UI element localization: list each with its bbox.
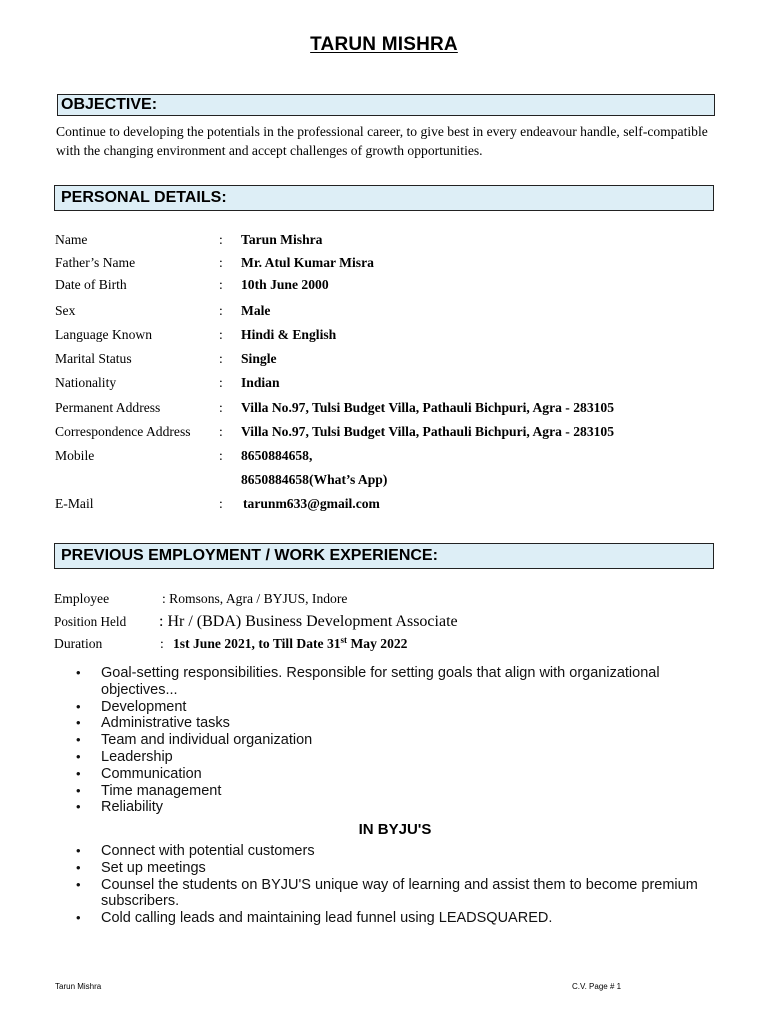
detail-value: Villa No.97, Tulsi Budget Villa, Pathauli Bichpuri, Agra - 283105	[241, 400, 615, 415]
position-value: : Hr / (BDA) Business Development Associate	[159, 613, 458, 630]
detail-value: 8650884658(What’s App)	[241, 472, 388, 487]
detail-colon: :	[219, 232, 223, 247]
list-item: • Connect with potential customers	[54, 843, 724, 860]
detail-colon: :	[219, 327, 223, 342]
objective-text: Continue to developing the potentials in the professional career, to give best in every endeavour handle, self-compatible with the changing environment and accept challenges of growth opportunities.	[56, 124, 708, 158]
footer-name: Tarun Mishra	[55, 982, 102, 991]
detail-value: 10th June 2000	[241, 277, 329, 292]
detail-value: Indian	[241, 375, 280, 390]
list-item: • Reliability	[54, 799, 724, 816]
list-item: • Set up meetings	[54, 860, 724, 877]
duration-ordinal: st	[340, 635, 348, 645]
detail-value: Hindi & English	[241, 327, 337, 342]
duration-date-text: 1st June 2021, to Till Date 31	[173, 636, 341, 651]
detail-value: Male	[241, 303, 271, 318]
list-item: • Communication	[54, 766, 724, 783]
byjus-duties-list	[54, 843, 724, 927]
detail-label: Date of Birth	[55, 277, 127, 292]
detail-value: Single	[241, 351, 277, 366]
duration-colon: :	[160, 636, 164, 651]
detail-colon: :	[219, 303, 223, 318]
detail-value: 8650884658,	[241, 448, 313, 463]
detail-label: Permanent Address	[55, 400, 161, 415]
detail-label: Correspondence Address	[55, 424, 191, 439]
detail-value: Villa No.97, Tulsi Budget Villa, Pathauli Bichpuri, Agra - 283105	[241, 424, 615, 439]
list-item: • Goal-setting responsibilities. Responsible for setting goals that align with organizational objectives...	[54, 665, 724, 699]
email-link[interactable]: tarunm633@gmail.com	[243, 496, 380, 511]
detail-colon: :	[219, 351, 223, 366]
detail-label: Nationality	[55, 375, 117, 390]
list-item: • Cold calling leads and maintaining lead funnel using LEADSQUARED.	[54, 910, 724, 927]
personal-details-heading: PERSONAL DETAILS:	[54, 185, 714, 211]
detail-colon: :	[219, 277, 223, 292]
employee-value: : Romsons, Agra / BYJUS, Indore	[162, 591, 348, 606]
byjus-heading: IN BYJU'S	[358, 821, 432, 838]
detail-colon: :	[219, 375, 223, 390]
detail-colon: :	[219, 448, 223, 463]
detail-colon: :	[219, 496, 223, 511]
position-label: Position Held	[54, 614, 127, 629]
duration-label: Duration	[54, 636, 103, 651]
detail-label: Language Known	[55, 327, 153, 342]
footer-page-number: C.V. Page # 1	[572, 982, 622, 991]
detail-colon: :	[219, 400, 223, 415]
detail-label: Marital Status	[55, 351, 132, 366]
detail-value: Mr. Atul Kumar Misra	[241, 255, 374, 270]
list-item: • Leadership	[54, 749, 724, 766]
objective-heading: OBJECTIVE:	[57, 94, 715, 116]
duration-end-text: May 2022	[347, 636, 408, 651]
detail-label: Name	[55, 232, 88, 247]
detail-label: Mobile	[55, 448, 95, 463]
responsibilities-list	[54, 665, 724, 816]
detail-label: Sex	[55, 303, 76, 318]
detail-label: Father’s Name	[55, 255, 136, 270]
detail-colon: :	[219, 424, 223, 439]
list-item: • Team and individual organization	[54, 732, 724, 749]
detail-label: E-Mail	[55, 496, 94, 511]
detail-value: Tarun Mishra	[241, 232, 323, 247]
list-item: • Administrative tasks	[54, 715, 724, 732]
page-title: TARUN MISHRA	[310, 34, 458, 55]
duration-value	[173, 635, 407, 653]
list-item: • Time management	[54, 783, 724, 800]
employment-heading: PREVIOUS EMPLOYMENT / WORK EXPERIENCE:	[54, 543, 714, 569]
employee-label: Employee	[54, 591, 110, 606]
list-item: • Development	[54, 699, 724, 716]
detail-colon: :	[219, 255, 223, 270]
list-item: • Counsel the students on BYJU'S unique way of learning and assist them to become premium subscribers.	[54, 877, 724, 911]
